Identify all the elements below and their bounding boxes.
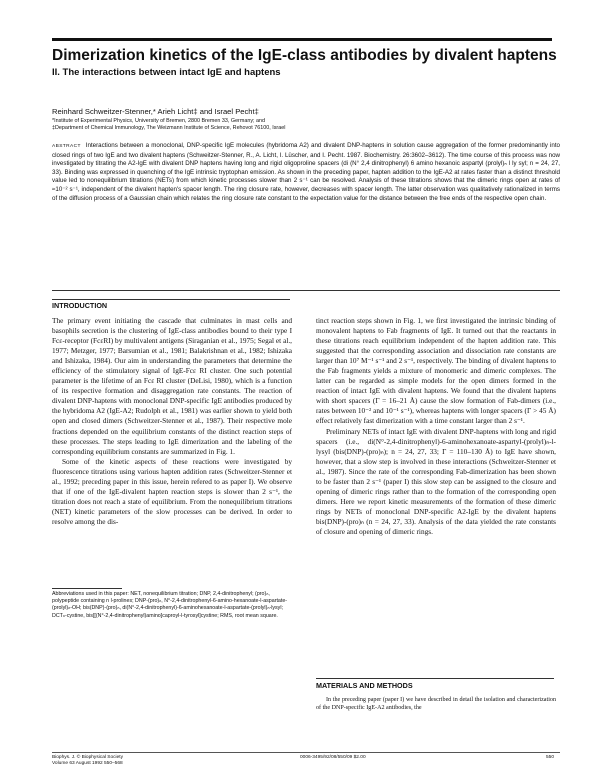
left-column (52, 316, 292, 527)
journal-info (52, 755, 123, 767)
abstract-label: ABSTRACT (52, 144, 81, 149)
methods-text: In the preceding paper (paper I) we have described in detail the isolation and characterization of the DNP-specific IgE-A2 antibodies, the (316, 697, 556, 712)
issn-code: 0006-3495/92/08/550/09 $2.00 (300, 755, 366, 760)
author-list: Reinhard Schweitzer-Stenner,* Arieh Licht‡ and Israel Pecht‡ (52, 107, 259, 116)
intro-rule (52, 299, 290, 300)
article-title: Dimerization kinetics of the IgE-class antibodies by divalent haptens (52, 47, 557, 64)
methods-text-block (316, 696, 556, 713)
abstract-text: Interactions between a monoclonal, DNP-specific IgE molecules (hybridoma A2) and divalent DNP-haptens in solution cause aggregation of the former predominantly into closed rings of two IgE and two divalent haptens (Schweitzer-Stenner, R., A. Licht, I. Lüscher, and I. Pecht. 1987. Biochemistry. 26:3602–3612). The time course of this process was now investigated by titrating the A2-IgE with divalent DNP haptens having long and rigid oligoproline spacers (di (N° 2,4 dinitrophenyl) 6 amino hexanoic aspartyl (prolyl)ₙ l ly syl; n = 24, 27, 33). Binding was expressed in quenching of the IgE intrinsic tryptophan emission. As shown in the preceding paper, hapten addition to the IgE-A2 at rates faster than a distinct threshold value led to nonequilibrium titrations (NETs) from which kinetic processes slower than 2 s⁻¹ can be resolved. Analysis of these titrations shows that the dimeric rings open at rates of ≈10⁻² s⁻¹, independent of the divalent hapten's spacer length. The ring closure rate, however, decreases with spacer length. The latter observation was qualitatively rationalized in terms of the diffusion process of a Gaussian chain which relates the ring closure rate constant to the expectation value for the distance between the free ends of the respective open chain. (52, 142, 560, 202)
journal-line-1: Biophys. J. © Biophysical Society (52, 755, 123, 760)
intro-paragraph-2: Some of the kinetic aspects of these reactions were investigated by fluorescence titrations using various hapten addition rates (Schweitzer-Stenner et al., 1992; preceding paper in this issue, herein refered to as paper I). We observe that if one of the IgE-divalent hapten reaction steps is slower than 2 s⁻¹, the titration does not reach a state of equilibrium. From the nonequilibrium titrations (NET) kinetic parameters of the slow processes can be derived. In order to resolve among the dis- (52, 456, 292, 526)
affiliation-1: *Institute of Experimental Physics, University of Bremen, 2800 Bremen 33, Germany; and (52, 118, 266, 124)
intro-paragraph-4: Preliminary NETs of intact IgE with divalent DNP-haptens with long and rigid spacers (i.e., di(N°-2,4-dinitrophenyl)-6-aminohexanoate-aspartyl-(prolyl)ₙ-l-lysyl (bis(DNP)-(pro)ₙ); n = 24, 27, 33; Γ = 110–130 Å) to IgE have shown, however, that a slow step is involved in these interactions (Schweitzer-Stenner et al., 1987). Since the rate of the corresponding Fab-dimerization has been shown to be faster than 2 s⁻¹ (paper I) this slow step can be assigned to the closure and opening of dimeric rings rather than to the formation of the corresponding open dimers. Here we report kinetic measurements of the formation of these dimeric rings by NETs of monoclonal DNP-specific A2-IgE by the divalent haptens bis(DNP)-(pro)ₙ (n = 24, 27, 33). Analysis of the data yielded the rate constants of closure and opening of dimeric rings. (316, 426, 556, 536)
page-number: 550 (546, 755, 555, 760)
abstract-divider (52, 290, 560, 291)
affiliation-2: ‡Department of Chemical Immunology, The Weizmann Institute of Science, Rehovot 76100, Israel (52, 125, 286, 131)
journal-line-2: Volume 63 August 1992 550–568 (52, 760, 123, 766)
intro-heading: INTRODUCTION (52, 301, 108, 310)
right-column (316, 316, 556, 537)
methods-heading: MATERIALS AND METHODS (316, 681, 413, 690)
abstract-block (52, 142, 560, 203)
abbreviations-footnote: Abbreviations used in this paper: NET, nonequilibrium titration; DNP, 2,4-dinitrophenyl; (pro)ₙ, polypeptide containing n l-prolines; DNP-(pro)ₙ, N°-2,4-dinitrophenyl-6-amino-hexanoate-l-aspartate-(prolyl)ₙ-OH; bis(DNP)-(pro)ₙ, di(N°-2,4-dinitrophenyl)-6-aminohexanoate-l-aspartate-(prolyl)ₙ-lysyl; DCTₙ-cystine, bis[[(N°-2,4-dinitrophenyl)amino]caproyl-l-tyrosyl]cystine; RMS, root mean square. (52, 591, 288, 619)
footnote-rule (52, 588, 122, 589)
article-subtitle: II. The interactions between intact IgE and haptens (52, 67, 281, 78)
intro-paragraph-1: The primary event initiating the cascade that culminates in mast cells and basophils secretion is the clustering of IgE-class antibodies bound to their type I Fcε-receptor (FcεRI) by multivalent antigens (Siraganian et al., 1975; Segal et al., 1977; Metzger, 1977; Barsumian et al., 1981; Balakrishnan et al., 1982; Ishizaka and Ishizaka, 1984). Our aim in understanding the parameters that determine the efficiency of the stimulatory signal of IgE-Fcε RI cluster. One such potential parameter is the lifetime of an Fcε RI cluster (DeLisi, 1980), which is a function of its respective formation and disaggregation rate constants. The reaction of divalent DNP-haptens with monoclonal DNP-specific IgE antibodies produced by the hybridoma A2 (IgE-A2; Rudolph et al., 1981) was earlier shown to yield both open and closed dimers (Schweitzer-Stenner et al., 1987). Their respective mole fractions depended on the equilibrium constants of the distinct reaction steps of these processes. The steps leading to IgE dimerization and the labeling of the corresponding equilibrium constants are summarized in Fig. 1. (52, 316, 292, 456)
header-rule (52, 38, 552, 41)
footer-rule (52, 752, 560, 753)
intro-paragraph-3: tinct reaction steps shown in Fig. 1, we first investigated the intrinsic binding of monovalent haptens to Fab fragments of IgE. It turned out that the reactants in these titrations reach equilibrium independent of the hapten addition rate. This suggested that the corresponding association and dissociation rate constants are larger than 10⁷ M⁻¹ s⁻¹ and 2 s⁻¹, respectively. The binding of divalent haptens to the Fab fragments yields a mixture of monomeric and dimeric complexes. The latter can be regarded as simple models for the open dimers formed in the reaction of intact IgE with divalent haptens. We found that the divalent haptens with short spacers (Γ = 16–21 Å) cause the slow formation of Fab-dimers (i.e., rates between 10⁻² and 10⁻¹ s⁻¹), whereas haptens with longer spacers (Γ > 45 Å) effect relatively fast dimerization with a time constant larger than 2 s⁻¹. (316, 316, 556, 426)
methods-rule (316, 678, 554, 679)
